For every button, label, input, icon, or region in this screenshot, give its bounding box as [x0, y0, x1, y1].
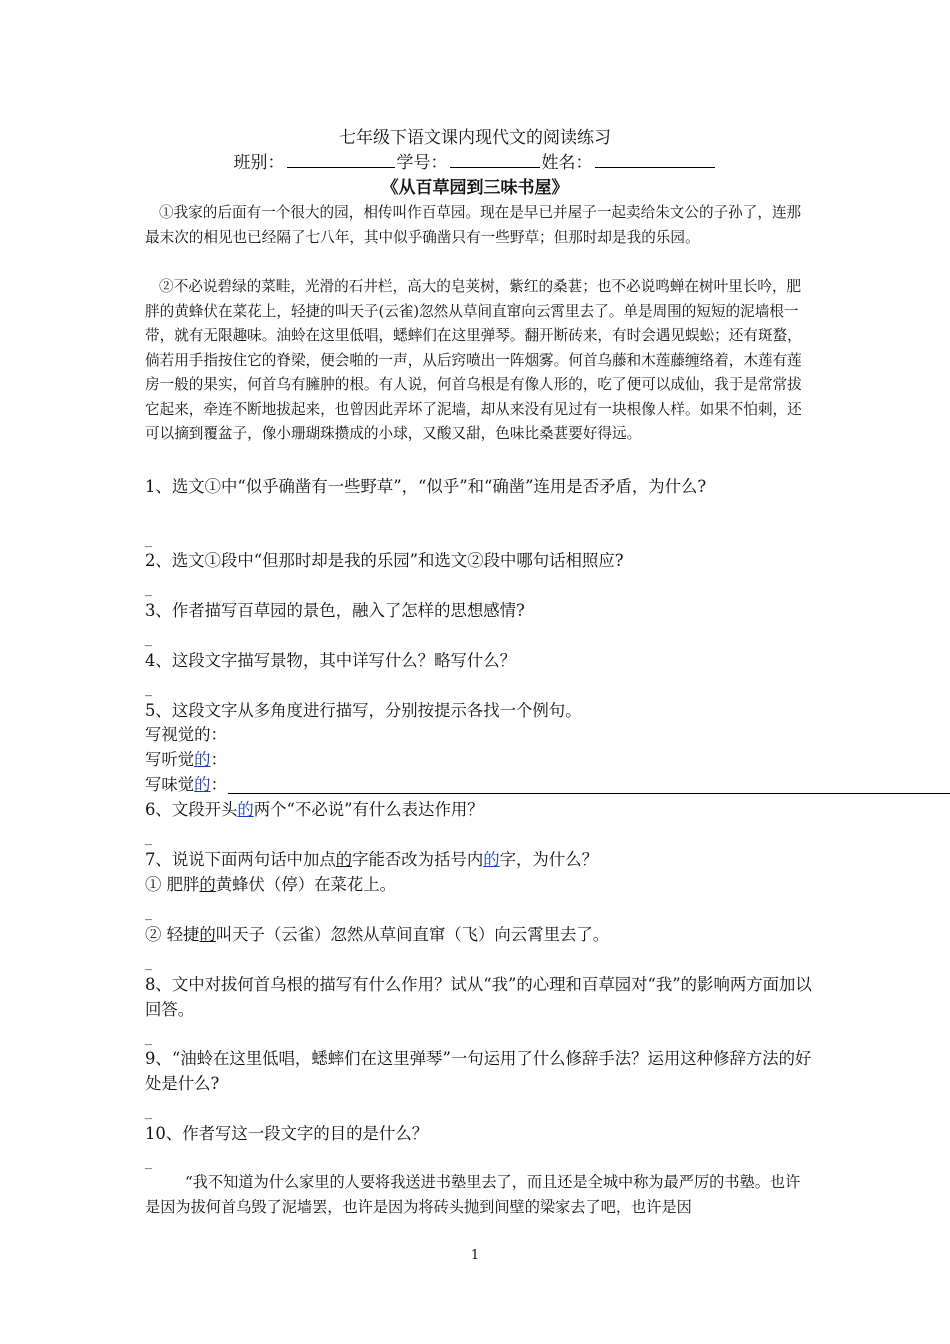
question-5: 5、这段文字从多角度进行描写，分别按提示各找一个例句。: [145, 701, 582, 720]
question-5-visual[interactable]: 写视觉的：: [145, 725, 227, 744]
answer-line-7a[interactable]: _: [145, 905, 152, 921]
answer-line-6[interactable]: _: [145, 830, 152, 846]
question-5-hearing[interactable]: 写听觉的：: [145, 750, 227, 769]
question-1: 1、选文①中“似乎确凿有一些野草”，“似乎”和“确凿”连用是否矛盾，为什么?: [145, 477, 707, 496]
answer-line-9[interactable]: _: [145, 1104, 152, 1120]
class-blank[interactable]: [287, 151, 395, 168]
article-title: 《从百草园到三味书屋》: [381, 178, 569, 198]
answer-line-7b[interactable]: _: [145, 955, 152, 971]
class-label: 班别：: [233, 153, 285, 173]
student-id-label: 学号：: [396, 153, 448, 173]
question-3: 3、作者描写百草园的景色，融入了怎样的思想感情?: [145, 601, 525, 620]
answer-line-5-taste[interactable]: [228, 793, 950, 794]
name-label: 姓名：: [541, 153, 593, 173]
answer-line-3[interactable]: _: [145, 631, 152, 647]
passage-paragraph-2: ②不必说碧绿的菜畦，光滑的石井栏，高大的皂荚树，紫红的桑葚；也不必说鸣蝉在树叶里长吟，肥胖的黄蜂伏在菜花上，轻捷的叫天子(云雀)忽然从草间直窜向云霄里去了。单是周围的短短的泥墙根一带，就有无限趣味。油蛉在这里低唱，蟋蟀们在这里弹琴。翻开断砖来，有时会遇见蜈蚣；还有斑蝥，倘若用手指按住它的脊梁，便会啪的一声，从后窍喷出一阵烟雾。何首乌藤和木莲藤缠络着，木莲有莲房一般的果实，何首乌有臃肿的根。有人说，何首乌根是有像人形的，吃了便可以成仙，我于是常常拔它起来，牵连不断地拔起来，也曾因此弄坏了泥墙，却从来没有见过有一块根像人样。如果不怕刺，还可以摘到覆盆子，像小珊瑚珠攒成的小球，又酸又甜，色味比桑葚要好得远。: [145, 278, 802, 442]
student-info-line: [0, 151, 950, 174]
question-5-taste[interactable]: 写味觉的：: [145, 775, 227, 794]
worksheet-title: 七年级下语文课内现代文的阅读练习: [339, 128, 611, 148]
question-7-sentence-1: ① 肥胖的黄蜂伏（停）在菜花上。: [145, 875, 397, 894]
page-number: 1: [470, 1248, 480, 1263]
question-8: 8、文中对拔何首乌根的描写有什么作用？试从“我”的心理和百草园对“我”的影响两方面加以回答。: [145, 975, 812, 1019]
passage2-paragraph: “我不知道为什么家里的人要将我送进书塾里去了，而且还是全城中称为最严厉的书塾。也许是因为拔何首乌毁了泥墙罢，也许是因为将砖头抛到间壁的梁家去了吧，也许是因: [145, 1173, 801, 1216]
question-7: 7、说说下面两句话中加点的字能否改为括号内的字，为什么？: [145, 850, 598, 869]
student-id-blank[interactable]: [450, 151, 540, 168]
passage-paragraph-1: ①我家的后面有一个很大的园，相传叫作百草园。现在是早已并屋子一起卖给朱文公的子孙了，连那最末次的相见也已经隔了七八年，其中似乎确凿只有一些野草；但那时却是我的乐园。: [145, 204, 802, 246]
question-6: 6、文段开头的两个“不必说”有什么表达作用？: [145, 800, 484, 819]
answer-line-1[interactable]: _: [145, 532, 152, 548]
name-blank[interactable]: [595, 151, 715, 168]
question-9: 9、“油蛉在这里低唱，蟋蟀们在这里弹琴”一句运用了什么修辞手法？运用这种修辞方法的好处是什么?: [145, 1049, 812, 1093]
question-7-sentence-2: ② 轻捷的叫天子（云雀）忽然从草间直窜（飞）向云霄里去了。: [145, 925, 610, 944]
question-4: 4、这段文字描写景物，其中详写什么？略写什么？: [145, 651, 517, 670]
question-2: 2、选文①段中“但那时却是我的乐园”和选文②段中哪句话相照应?: [145, 551, 624, 570]
answer-line-8[interactable]: _: [145, 1030, 152, 1046]
answer-line-10[interactable]: _: [145, 1154, 152, 1170]
question-10: 10、作者写这一段文字的目的是什么？: [145, 1124, 429, 1143]
answer-line-4[interactable]: _: [145, 681, 152, 697]
answer-line-2[interactable]: _: [145, 581, 152, 597]
